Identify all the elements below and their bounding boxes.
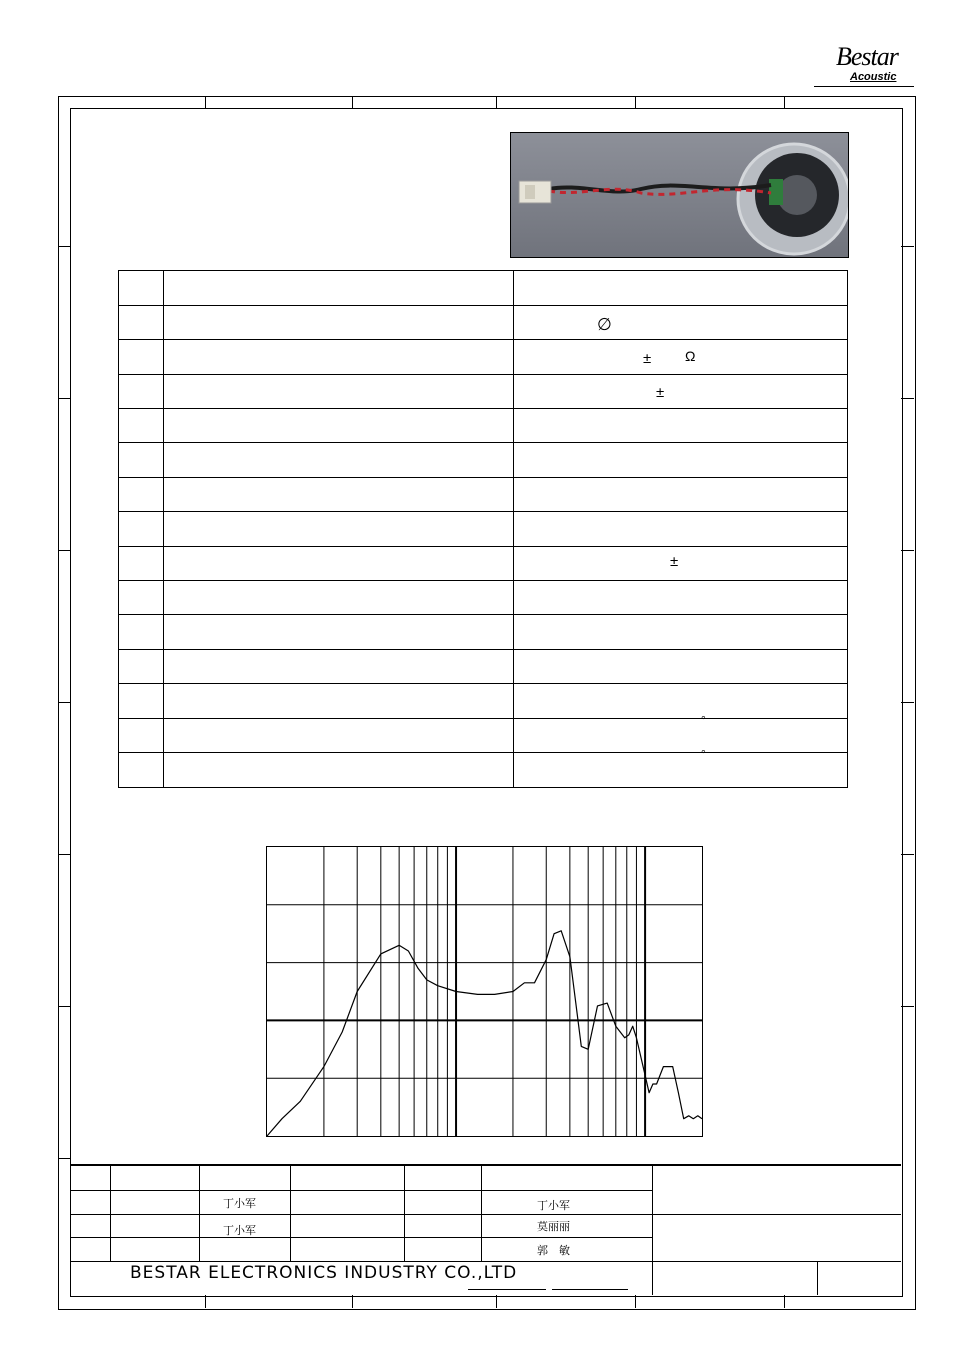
specification-table [118,270,848,788]
reviewer-name: 莫丽丽 [537,1220,570,1233]
frequency-response-chart [266,846,703,1137]
speaker-photo [510,132,849,258]
ohm-symbol: Ω [685,348,696,364]
tolerance-symbol: ± [670,553,679,570]
logo-underline [814,86,914,87]
logo-wordmark: Bestar [836,42,898,71]
tolerance-symbol: ± [643,350,652,367]
degree-symbol: ° [701,713,706,727]
bestar-logo [832,40,916,90]
checker-name: 丁小军 [537,1199,570,1212]
company-name: BESTAR ELECTRONICS INDUSTRY CO.,LTD [130,1263,518,1283]
diameter-symbol: ∅ [597,315,612,334]
logo-subtitle: Acoustic [850,71,897,83]
degree-symbol: ° [701,747,706,761]
approver-name: 郭 敏 [537,1244,570,1257]
drafter-name: 丁小军 [223,1224,256,1237]
tolerance-symbol: ± [656,384,665,401]
designer-name: 丁小军 [223,1197,256,1210]
frequency-response-plot [267,847,702,1136]
